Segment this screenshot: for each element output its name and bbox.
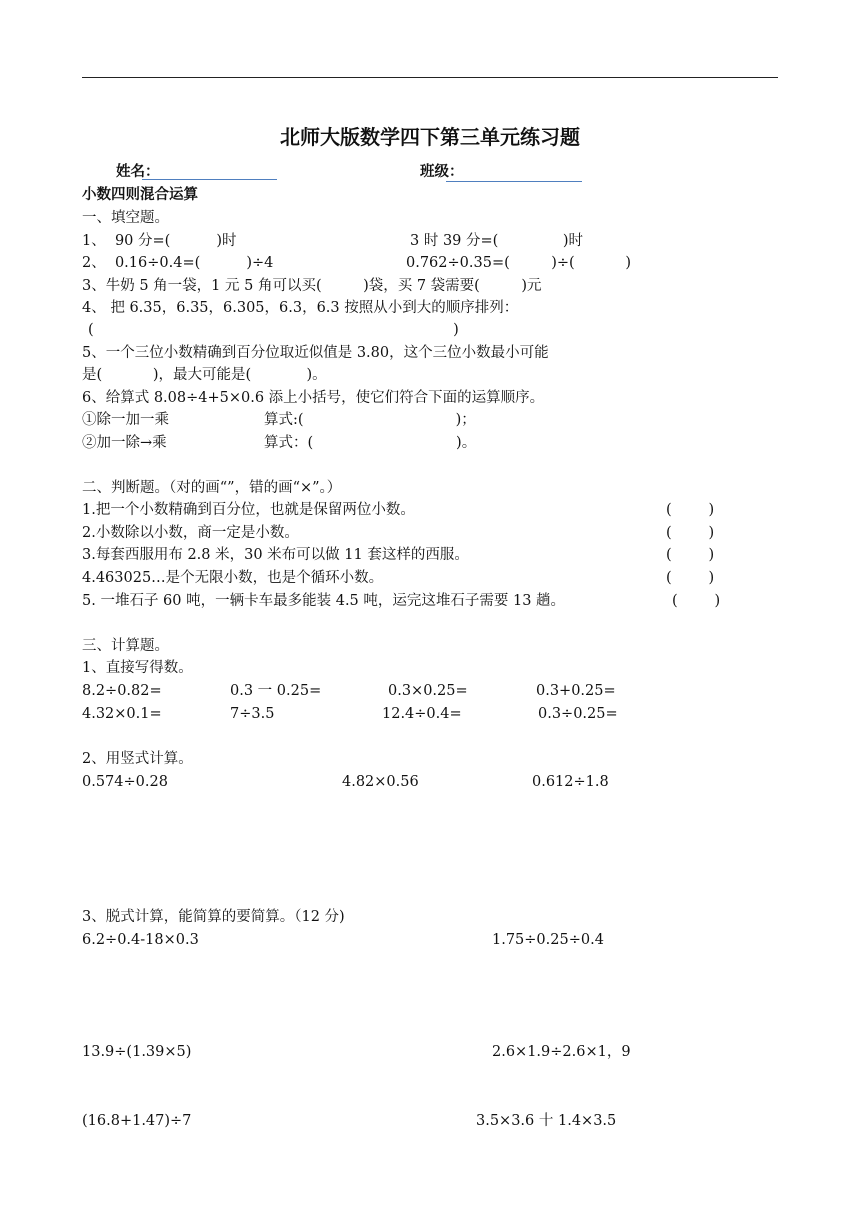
- direct-r2-c2: 7÷3.5: [230, 706, 275, 722]
- step-r3-left: (16.8+1.47)÷7: [82, 1113, 192, 1129]
- part3-sub2: 2、用竖式计算。: [82, 751, 193, 767]
- part3-sub3: 3、脱式计算，能简算的要简算。（12 分): [82, 909, 345, 925]
- q3: 3、牛奶 5 角一袋，1 元 5 角可以买( )袋，买 7 袋需要( )元: [82, 278, 542, 294]
- tf-item-5: 5. 一堆石子 60 吨，一辆卡车最多能装 4.5 吨，运完这堆石子需要 13 趟。: [82, 593, 566, 609]
- q4: 4、 把 6.35，6.35，6.305，6.3，6.3 按照从小到大的顺序排列：: [82, 300, 519, 316]
- q6-b-label: ②加一除→乘: [82, 435, 167, 451]
- vertical-2: 4.82×0.56: [342, 774, 419, 790]
- tf-bracket-3[interactable]: ( ): [666, 547, 715, 563]
- q6-b-formula: 算式：( )。: [264, 435, 477, 451]
- direct-r2-c4: 0.3÷0.25=: [538, 706, 618, 722]
- tf-item-4: 4.463025…是个无限小数，也是个循环小数。: [82, 570, 384, 586]
- q2-right: 0.762÷0.35=( )÷( ): [406, 255, 632, 271]
- q5-line1: 5、一个三位小数精确到百分位取近似值是 3.80，这个三位小数最小可能: [82, 345, 549, 361]
- direct-r1-c4: 0.3+0.25=: [536, 683, 616, 699]
- direct-r1-c3: 0.3×0.25=: [388, 683, 468, 699]
- step-r3-right: 3.5×3.6 十 1.4×3.5: [476, 1113, 617, 1129]
- vertical-1: 0.574÷0.28: [82, 774, 168, 790]
- top-rule: [82, 77, 778, 78]
- direct-r2-c1: 4.32×0.1=: [82, 706, 162, 722]
- tf-item-2: 2.小数除以小数，商一定是小数。: [82, 525, 299, 541]
- tf-bracket-4[interactable]: ( ): [666, 570, 715, 586]
- part1-heading: 一、填空题。: [82, 210, 169, 226]
- class-label: 班级：: [420, 164, 464, 180]
- vertical-3: 0.612÷1.8: [532, 774, 609, 790]
- tf-item-1: 1.把一个小数精确到百分位，也就是保留两位小数。: [82, 502, 415, 518]
- tf-bracket-5[interactable]: ( ): [672, 593, 721, 609]
- q2-left: 2、 0.16÷0.4=( )÷4: [82, 255, 274, 271]
- tf-bracket-1[interactable]: ( ): [666, 502, 715, 518]
- part3-sub1: 1、直接写得数。: [82, 660, 193, 676]
- tf-item-3: 3.每套西服用布 2.8 米，30 米布可以做 11 套这样的西服。: [82, 547, 469, 563]
- step-r1-right: 1.75÷0.25÷0.4: [492, 932, 604, 948]
- q4-answer-blank: ( ): [88, 322, 459, 338]
- direct-r1-c2: 0.3 一 0.25=: [230, 683, 322, 699]
- q1-left: 1、 90 分=( )时: [82, 233, 237, 249]
- direct-r2-c3: 12.4÷0.4=: [382, 706, 462, 722]
- class-underline[interactable]: [446, 181, 582, 182]
- tf-bracket-2[interactable]: ( ): [666, 525, 715, 541]
- q6-a-label: ①除一加一乘: [82, 412, 169, 428]
- q5-line2: 是( )，最大可能是( )。: [82, 367, 327, 383]
- step-r2-left: 13.9÷(1.39×5): [82, 1044, 192, 1060]
- name-label: 姓名：: [116, 164, 160, 180]
- part3-heading: 三、计算题。: [82, 638, 169, 654]
- q6-a-formula: 算式:( )；: [264, 412, 476, 428]
- step-r2-right: 2.6×1.9÷2.6×1，9: [492, 1044, 631, 1060]
- name-underline[interactable]: [142, 179, 277, 180]
- direct-r1-c1: 8.2÷0.82=: [82, 683, 162, 699]
- step-r1-left: 6.2÷0.4-18×0.3: [82, 932, 199, 948]
- page-title: 北师大版数学四下第三单元练习题: [280, 125, 580, 149]
- section-heading: 小数四则混合运算: [82, 187, 198, 203]
- q1-right: 3 时 39 分=( )时: [410, 233, 583, 249]
- part2-heading: 二、判断题。（对的画“”，错的画“×”。）: [82, 480, 342, 496]
- q6: 6、给算式 8.08÷4+5×0.6 添上小括号，使它们符合下面的运算顺序。: [82, 390, 545, 406]
